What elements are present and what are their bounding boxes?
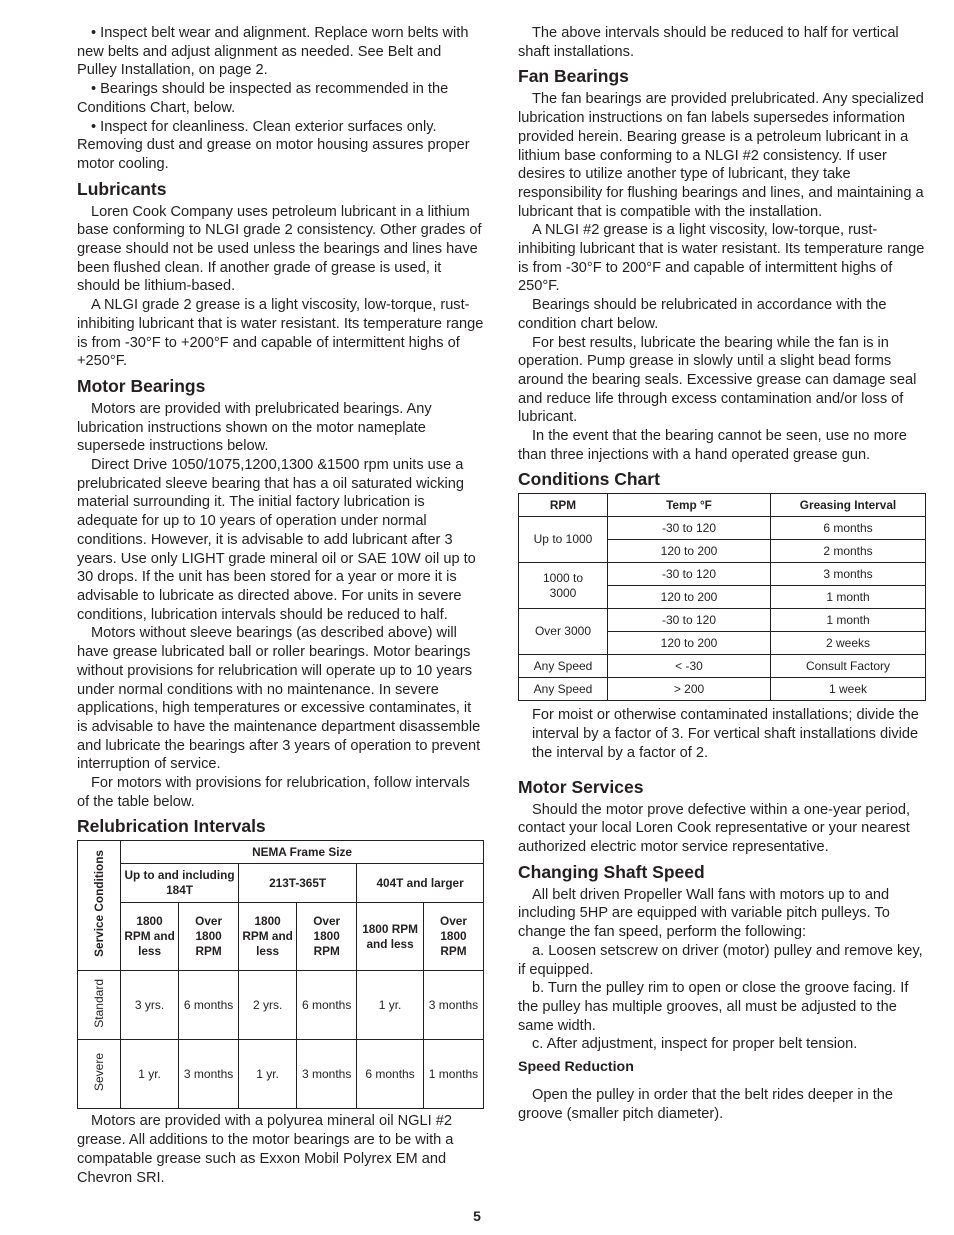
table-row	[519, 678, 926, 701]
condition-cell	[78, 971, 121, 1040]
temp-cell: 120 to 200	[608, 632, 771, 655]
temp-cell: -30 to 120	[608, 609, 771, 632]
interval-cell: 3 months	[179, 1040, 239, 1109]
interval-cell: 1 yr.	[239, 1040, 297, 1109]
motor-bearings-paragraph: For motors with provisions for relubrication, follow intervals of the table below.	[77, 775, 470, 810]
intro-bullet: • Inspect belt wear and alignment. Replace worn belts with new belts and adjust alignment as needed. See Belt and Pulley Installation, on page 2.	[77, 25, 469, 79]
interval-cell: 3 months	[771, 563, 926, 586]
speed-header: Over 1800 RPM	[179, 903, 239, 971]
relubrication-heading: Relubrication Intervals	[77, 816, 266, 837]
fan-bearings-paragraph: In the event that the bearing cannot be seen, use no more than three injections with a hand operated grease gun.	[518, 428, 907, 463]
closing-paragraph: Motors are provided with a polyurea mineral oil NGLI #2 grease. All additions to the motor bearings are to be with a compatable grease such as Exxon Mobil Polyrex EM and Chevron SRI.	[77, 1113, 454, 1186]
frame-group-header: 404T and larger	[357, 864, 484, 903]
interval-cell: 1 week	[771, 678, 926, 701]
motor-bearings-heading: Motor Bearings	[77, 375, 206, 396]
speed-reduction-heading: Speed Reduction	[518, 1059, 634, 1076]
right-column	[518, 24, 926, 1123]
speed-reduction-paragraph: Open the pulley in order that the belt rides deeper in the groove (smaller pitch diameter).	[518, 1087, 894, 1122]
rpm-cell: Up to 1000	[519, 517, 608, 563]
motor-bearings-paragraph: Motors without sleeve bearings (as described above) will have grease lubricated ball or roller bearings. Motor bearings without provisions for relubrication will operate up to 10 years under normal conditions with no maintenance. In severe applications, high temperatures or excessive contaminates, it is advisable to have the maintenance department disassemble and lubricate the bearings after 3 years of operation to prevent interruption of service.	[77, 625, 481, 773]
temp-cell: < -30	[608, 655, 771, 678]
intro-bullet: • Inspect for cleanliness. Clean exterior surfaces only. Removing dust and grease on motor housing assures proper motor cooling.	[77, 118, 470, 172]
motor-services-paragraph: Should the motor prove defective within a one-year period, contact your local Loren Cook representative or your nearest authorized electric motor service representative.	[518, 801, 911, 855]
temp-cell: -30 to 120	[608, 517, 771, 540]
interval-cell: Consult Factory	[771, 655, 926, 678]
motor-bearings-paragraph: Motors are provided with prelubricated bearings. Any lubrication instructions shown on the motor nameplate supersede instructions below.	[77, 400, 432, 455]
rpm-header: RPM	[519, 494, 608, 517]
shaft-speed-paragraph: All belt driven Propeller Wall fans with motors up to and including 5HP are equipped with variable pitch pulleys. To change the fan speed, perform the following:	[518, 886, 890, 941]
lubricants-paragraph: Loren Cook Company uses petroleum lubricant in a lithium base conforming to NLGI grade 2 consistency. Other grades of grease should not be used unless the bearings and lines have been flushed clean. If another grade of grease is used, it should be lithium-based.	[77, 203, 482, 295]
interval-cell: 2 months	[771, 540, 926, 563]
motor-bearings-paragraph: Direct Drive 1050/1075,1200,1300 &1500 rpm units use a prelubricated sleeve bearing that has a oil saturated wicking material surrounding it. The initial factory lubrication is adequate for up to 10 years of operation under normal conditions. However, it is advisable to add lubricant after 3 years. Use only LIGHT grade mineral oil or SAE 10W oil up to 30 drops. If the unit has been stored for a year or more it is advisable to lubricate as directed above. For units in severe conditions, lubrication intervals should be reduced to half.	[77, 457, 476, 623]
conditions-note: For moist or otherwise contaminated installations; divide the interval by a factor of 3. For vertical shaft installations divide the interval by a factor of 2.	[532, 707, 919, 761]
interval-cell: 6 months	[297, 971, 357, 1040]
page-number: 5	[473, 1208, 481, 1224]
temp-header: Temp °F	[608, 494, 771, 517]
interval-cell: 3 months	[297, 1040, 357, 1109]
fan-bearings-paragraph: For best results, lubricate the bearing while the fan is in operation. Pump grease in slowly until a slight bead forms around the bearing seals. Excessive grease can damage seal and reduce life through excess contamination and/or loss of lubricant.	[518, 334, 917, 426]
nema-frame-header: NEMA Frame Size	[121, 841, 484, 864]
left-column	[77, 24, 484, 1187]
interval-cell: 6 months	[179, 971, 239, 1040]
interval-cell: 6 months	[771, 517, 926, 540]
interval-cell: 1 months	[423, 1040, 483, 1109]
rpm-cell: 1000 to 3000	[519, 563, 608, 609]
shaft-speed-step: b. Turn the pulley rim to open or close the groove facing. If the pulley has multiple grooves, all must be adjusted to the same width.	[518, 980, 909, 1034]
rpm-cell: Over 3000	[519, 609, 608, 655]
condition-label: Standard	[91, 979, 106, 1028]
interval-cell: 2 yrs.	[239, 971, 297, 1040]
conditions-chart-heading: Conditions Chart	[518, 469, 660, 490]
speed-header: 1800 RPM and less	[121, 903, 179, 971]
interval-cell: 1 month	[771, 586, 926, 609]
temp-cell: > 200	[608, 678, 771, 701]
condition-cell	[78, 1040, 121, 1109]
shaft-speed-step: a. Loosen setscrew on driver (motor) pulley and remove key, if equipped.	[518, 942, 923, 978]
temp-cell: 120 to 200	[608, 540, 771, 563]
fan-bearings-paragraph: The fan bearings are provided prelubricated. Any specialized lubrication instructions on fan labels supersedes information provided herein. Bearing grease is a petroleum lubricant in a lithium base conforming to a NLGI #2 consistency. If user desires to utilize another type of lubricant, they take responsibility for flushing bearings and lines, and maintaining a lubricant that is compatible with the installation.	[518, 91, 924, 220]
frame-group-header: Up to and including 184T	[121, 864, 239, 903]
table-row	[519, 517, 926, 540]
vertical-shaft-note: The above intervals should be reduced to half for vertical shaft installations.	[518, 25, 899, 60]
interval-cell: 1 yr.	[357, 971, 424, 1040]
rpm-cell: Any Speed	[519, 678, 608, 701]
fan-bearings-heading: Fan Bearings	[518, 66, 629, 87]
interval-cell: 6 months	[357, 1040, 424, 1109]
interval-cell: 3 yrs.	[121, 971, 179, 1040]
table-row	[78, 1040, 484, 1109]
table-row	[519, 609, 926, 632]
temp-cell: 120 to 200	[608, 586, 771, 609]
temp-cell: -30 to 120	[608, 563, 771, 586]
speed-header: 1800 RPM and less	[239, 903, 297, 971]
speed-header: Over 1800 RPM	[423, 903, 483, 971]
frame-group-header: 213T-365T	[239, 864, 357, 903]
condition-label: Severe	[91, 1053, 106, 1092]
table-row	[519, 563, 926, 586]
table-row	[78, 971, 484, 1040]
interval-cell: 1 month	[771, 609, 926, 632]
interval-cell: 2 weeks	[771, 632, 926, 655]
rpm-cell: Any Speed	[519, 655, 608, 678]
lubricants-heading: Lubricants	[77, 178, 167, 199]
fan-bearings-paragraph: Bearings should be relubricated in accordance with the condition chart below.	[518, 297, 887, 332]
motor-services-heading: Motor Services	[518, 776, 644, 797]
intro-bullet: • Bearings should be inspected as recommended in the Conditions Chart, below.	[77, 81, 449, 116]
relubrication-table	[77, 840, 484, 1109]
service-conditions-header	[78, 841, 121, 971]
interval-cell: 1 yr.	[121, 1040, 179, 1109]
conditions-table	[518, 493, 926, 701]
shaft-speed-step: c. After adjustment, inspect for proper belt tension.	[532, 1036, 858, 1053]
speed-header: 1800 RPM and less	[357, 903, 424, 971]
interval-header: Greasing Interval	[771, 494, 926, 517]
lubricants-paragraph: A NLGI grade 2 grease is a light viscosity, low-torque, rust-inhibiting lubricant that is water resistant. Its temperature range is from -30°F to +200°F and capable of intermittent highs of +250°F.	[77, 297, 484, 370]
table-row	[519, 655, 926, 678]
changing-shaft-speed-heading: Changing Shaft Speed	[518, 861, 705, 882]
interval-cell: 3 months	[423, 971, 483, 1040]
fan-bearings-paragraph: A NLGI #2 grease is a light viscosity, low-torque, rust-inhibiting lubricant that is water resistant. Its temperature range is from -30°F to 200°F and capable of intermittent highs of 250°F.	[518, 222, 925, 295]
speed-header: Over 1800 RPM	[297, 903, 357, 971]
service-conditions-label: Service Conditions	[92, 850, 106, 958]
